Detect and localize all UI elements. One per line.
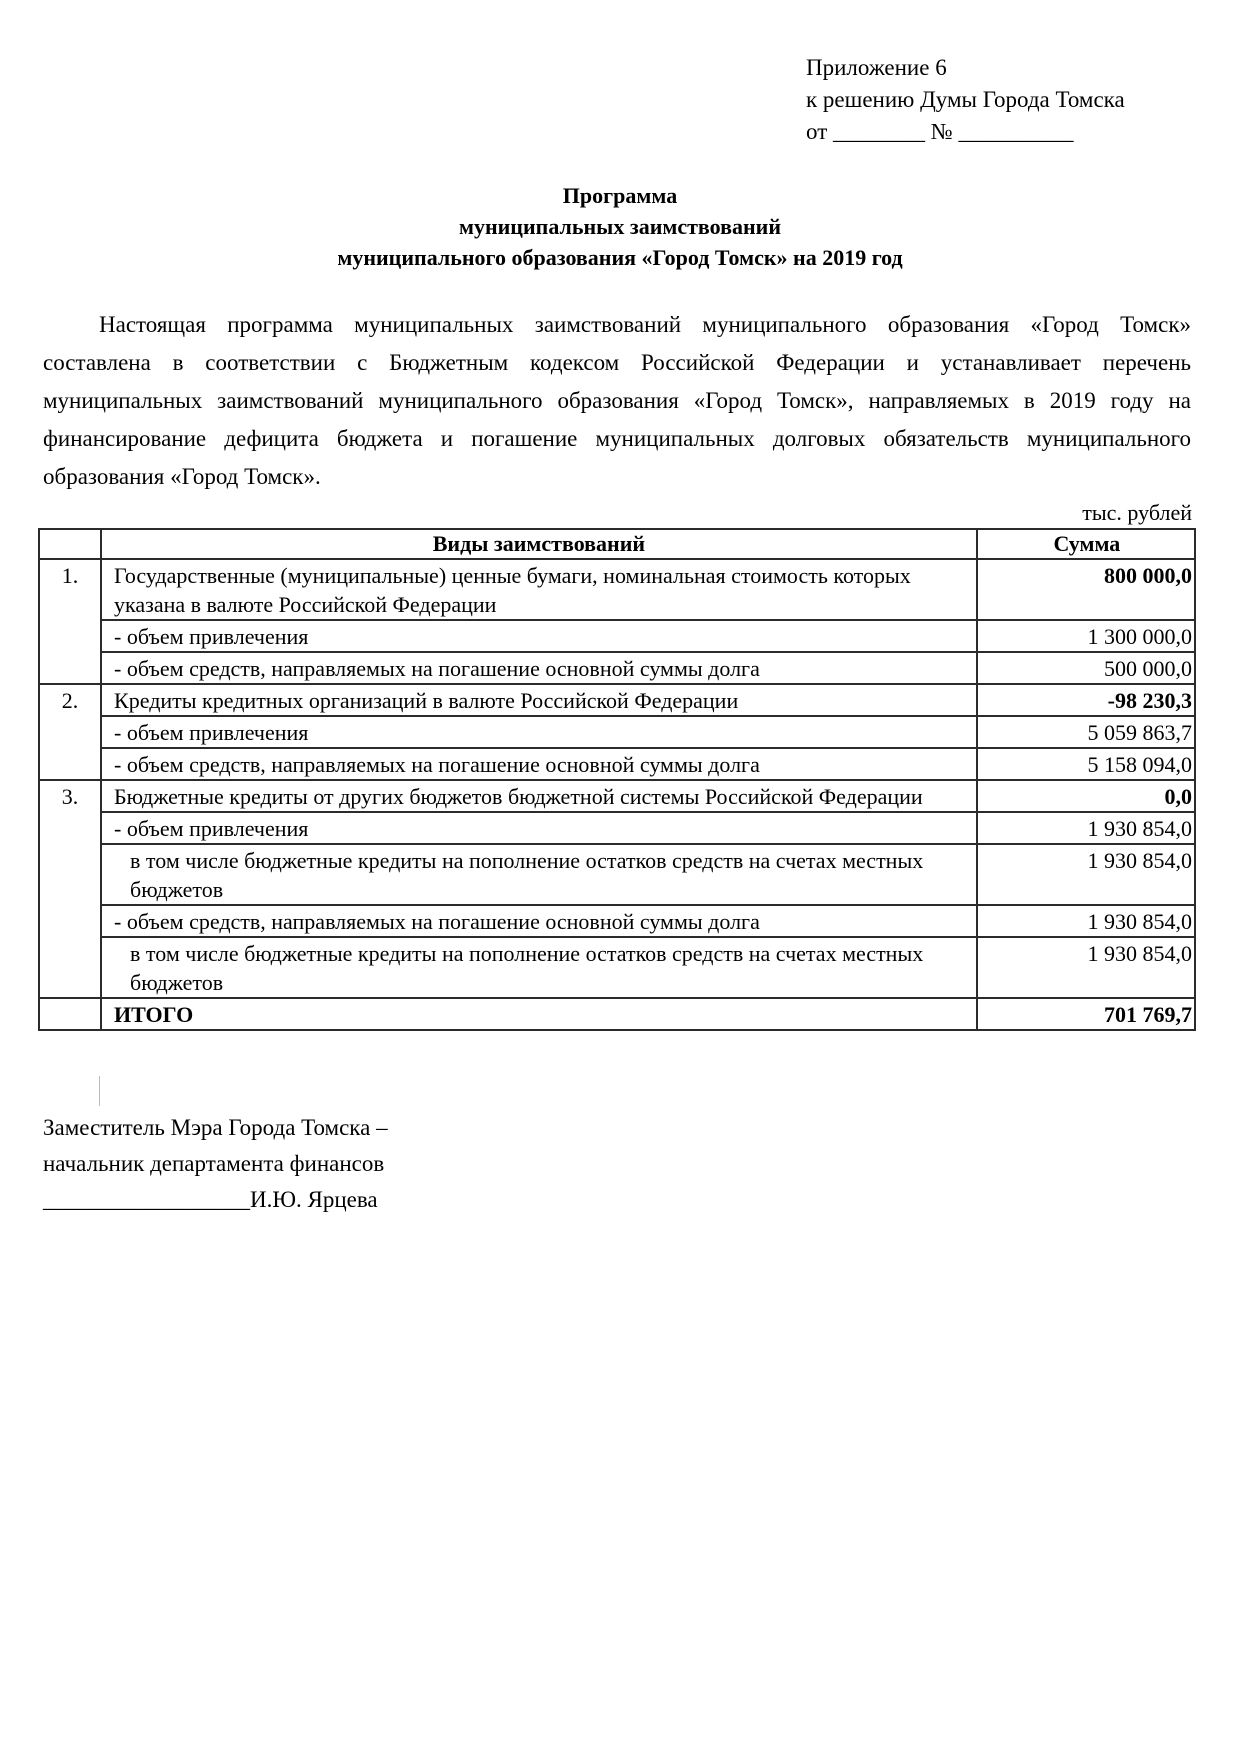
row-number [39, 652, 101, 684]
row-description: Государственные (муниципальные) ценные бумаги, номинальная стоимость которых указана в валюте Российской Федерации [101, 559, 977, 620]
table-row [39, 748, 1195, 780]
table-row [39, 684, 1195, 716]
table-row [39, 559, 1195, 620]
header-sum: Сумма [977, 529, 1195, 559]
table-header-row [39, 529, 1195, 559]
header-borrowing-type: Виды заимствований [101, 529, 977, 559]
total-sum: 701 769,7 [977, 998, 1195, 1030]
row-description: в том числе бюджетные кредиты на пополнение остатков средств на счетах местных бюджетов [101, 937, 977, 998]
row-number [39, 812, 101, 844]
signature-block [43, 1110, 388, 1218]
appendix-decision-ref: к решению Думы Города Томска [806, 87, 1125, 112]
table-row [39, 716, 1195, 748]
row-description: в том числе бюджетные кредиты на пополнение остатков средств на счетах местных бюджетов [101, 844, 977, 905]
appendix-note [806, 52, 1125, 148]
row-description: - объем привлечения [101, 716, 977, 748]
signatory-position-1: Заместитель Мэра Города Томска – [43, 1115, 388, 1140]
row-number [39, 620, 101, 652]
row-number [39, 844, 101, 905]
row-number [39, 716, 101, 748]
row-number [39, 748, 101, 780]
total-label: ИТОГО [101, 998, 977, 1030]
appendix-number: Приложение 6 [806, 55, 947, 80]
document-title [40, 180, 1200, 273]
row-sum: 1 930 854,0 [977, 844, 1195, 905]
row-description: Бюджетные кредиты от других бюджетов бюджетной системы Российской Федерации [101, 780, 977, 812]
row-sum: -98 230,3 [977, 684, 1195, 716]
row-number: 3. [39, 780, 101, 812]
units-label: тыс. рублей [1082, 500, 1192, 525]
row-number [39, 905, 101, 937]
title-line-2: муниципальных заимствований [458, 214, 782, 239]
row-number: 1. [39, 559, 101, 620]
row-description: - объем средств, направляемых на погашение основной суммы долга [101, 905, 977, 937]
row-description: - объем средств, направляемых на погашение основной суммы долга [101, 748, 977, 780]
row-sum: 800 000,0 [977, 559, 1195, 620]
appendix-date-number: от ________ № __________ [806, 119, 1074, 144]
table-row [39, 652, 1195, 684]
signatory-position-2: начальник департамента финансов [43, 1151, 385, 1176]
table-total-row [39, 998, 1195, 1030]
title-line-3: муниципального образования «Город Томск» на 2019 год [337, 245, 903, 270]
row-sum: 1 930 854,0 [977, 937, 1195, 998]
table-row [39, 905, 1195, 937]
row-description: Кредиты кредитных организаций в валюте Российской Федерации [101, 684, 977, 716]
table-row [39, 780, 1195, 812]
table-row [39, 937, 1195, 998]
row-description: - объем средств, направляемых на погашение основной суммы долга [101, 652, 977, 684]
row-number: 2. [39, 684, 101, 716]
row-sum: 1 930 854,0 [977, 905, 1195, 937]
table-row [39, 620, 1195, 652]
row-description: - объем привлечения [101, 620, 977, 652]
intro-paragraph: Настоящая программа муниципальных заимствований муниципального образования «Город Томск» составлена в соответствии с Бюджетным кодексом Российской Федерации и устанавливает перечень муниципальных заимствований муниципального образования «Город Томск», направляемых в 2019 году на финансирование дефицита бюджета и погашение муниципальных долговых обязательств муниципального образования «Город Томск». [43, 312, 1191, 489]
row-sum: 5 158 094,0 [977, 748, 1195, 780]
header-number [39, 529, 101, 559]
row-sum: 5 059 863,7 [977, 716, 1195, 748]
table-row [39, 844, 1195, 905]
total-number-cell [39, 998, 101, 1030]
row-sum: 500 000,0 [977, 652, 1195, 684]
borrowings-table [38, 528, 1196, 1031]
title-line-1: Программа [562, 183, 678, 208]
row-sum: 1 930 854,0 [977, 812, 1195, 844]
table-row [39, 812, 1195, 844]
signatory-name: __________________И.Ю. Ярцева [43, 1187, 378, 1212]
row-description: - объем привлечения [101, 812, 977, 844]
row-sum: 0,0 [977, 780, 1195, 812]
table-tail-line [99, 1076, 100, 1106]
row-sum: 1 300 000,0 [977, 620, 1195, 652]
row-number [39, 937, 101, 998]
